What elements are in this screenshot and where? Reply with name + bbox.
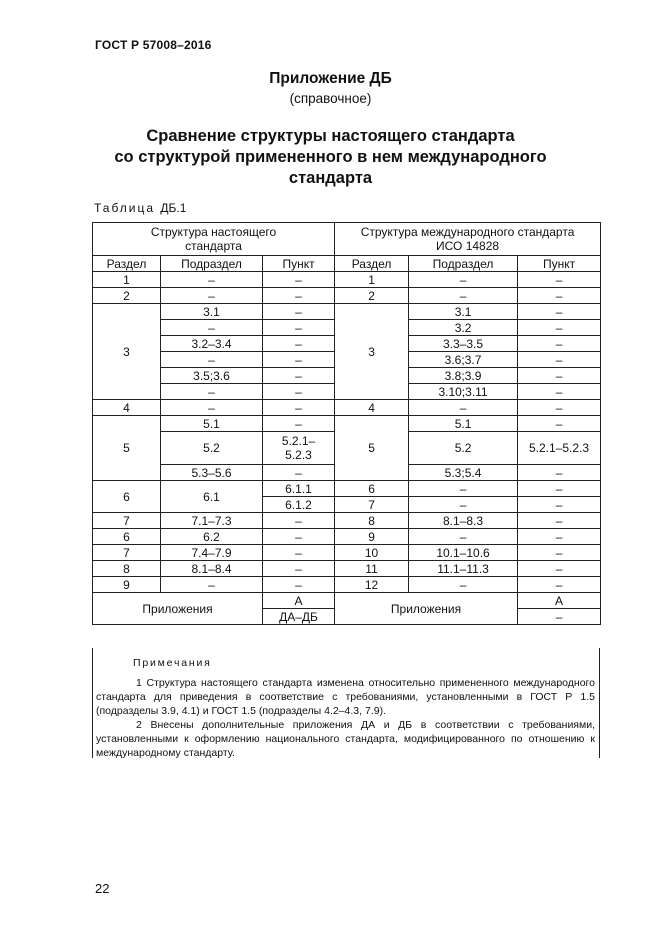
table-cell: А	[263, 593, 335, 609]
table-cell: –	[263, 320, 335, 336]
appendices-label-left: Приложения	[93, 593, 263, 625]
table-cell: –	[161, 352, 263, 368]
table-cell: 4	[93, 400, 161, 416]
table-cell: –	[518, 545, 601, 561]
note-1: 1 Структура настоящего стандарта изменена относительно примененного международного стандарта для приведения в соответствие с требованиями, установленными в ГОСТ Р 1.5 (подразделы 3.9, 4.1) и ГОСТ 1.5 (подразделы 4.2–4.3, 7.9).	[96, 677, 595, 717]
table-cell: –	[518, 336, 601, 352]
table-row	[93, 481, 601, 497]
table-cell: 8.1–8.3	[409, 513, 518, 529]
table-group-header-row	[93, 223, 601, 256]
table-cell: 8	[93, 561, 161, 577]
table-cell: –	[518, 384, 601, 400]
table-cell: 10	[335, 545, 409, 561]
table-cell: –	[409, 529, 518, 545]
table-cell: –	[263, 416, 335, 432]
table-cell: ДА–ДБ	[263, 609, 335, 625]
column-header: Пункт	[263, 256, 335, 272]
table-cell: –	[161, 577, 263, 593]
table-cell: 3	[335, 304, 409, 400]
table-cell: –	[518, 352, 601, 368]
table-cell: 2	[335, 288, 409, 304]
table-cell: 5	[335, 416, 409, 481]
table-cell: 12	[335, 577, 409, 593]
table-cell: –	[409, 497, 518, 513]
column-header: Пункт	[518, 256, 601, 272]
main-title	[0, 126, 661, 189]
table-cell: 5.1	[161, 416, 263, 432]
table-cell: 4	[335, 400, 409, 416]
table-cell: –	[518, 609, 601, 625]
table-cell: –	[263, 368, 335, 384]
table-cell: –	[518, 416, 601, 432]
table-cell: 1	[335, 272, 409, 288]
main-title-line: стандарта	[288, 169, 373, 187]
table-cell: –	[409, 288, 518, 304]
group-header-line: Структура международного стандарта	[360, 225, 575, 239]
table-cell: 3.10;3.11	[409, 384, 518, 400]
table-cell: –	[161, 384, 263, 400]
table-cell: –	[518, 368, 601, 384]
table-cell: –	[518, 288, 601, 304]
table-cell: –	[518, 304, 601, 320]
table-row	[93, 272, 601, 288]
main-title-line: Сравнение структуры настоящего стандарта	[146, 127, 515, 145]
table-cell: 3.8;3.9	[409, 368, 518, 384]
table-cell: 3.6;3.7	[409, 352, 518, 368]
table-cell: 9	[335, 529, 409, 545]
table-cell: 8.1–8.4	[161, 561, 263, 577]
table-cell: 9	[93, 577, 161, 593]
table-cell: –	[263, 465, 335, 481]
table-cell: –	[263, 529, 335, 545]
table-cell: –	[263, 272, 335, 288]
table-cell: –	[263, 545, 335, 561]
table-cell: 5.1	[409, 416, 518, 432]
table-cell: –	[518, 497, 601, 513]
group-header-national	[93, 223, 335, 256]
table-cell: 6.2	[161, 529, 263, 545]
table-cell: –	[263, 561, 335, 577]
table-row-appendices	[93, 593, 601, 609]
table-cell: –	[518, 561, 601, 577]
table-cell: 1	[93, 272, 161, 288]
appendix-title: Приложение ДБ	[269, 70, 392, 87]
table-cell: –	[518, 529, 601, 545]
table-cell: –	[263, 288, 335, 304]
table-cell: 11.1–11.3	[409, 561, 518, 577]
table-cell: 10.1–10.6	[409, 545, 518, 561]
table-cell: 5	[93, 416, 161, 481]
note-2: 2 Внесены дополнительные приложения ДА и ДБ в соответствии с требованиями, установленными к оформлению национального стандарта, модифицированного по отношению к международному стандарту.	[96, 719, 595, 759]
table-cell: –	[518, 513, 601, 529]
table-cell: –	[409, 481, 518, 497]
table-cell: А	[518, 593, 601, 609]
table-cell: 3.5;3.6	[161, 368, 263, 384]
table-cell: –	[518, 272, 601, 288]
table-column-header-row	[93, 256, 601, 272]
table-cell: –	[518, 465, 601, 481]
table-cell: 3	[93, 304, 161, 400]
table-cell-line: 5.2.3	[285, 448, 312, 462]
group-header-international	[335, 223, 601, 256]
table-cell: 5.2	[161, 432, 263, 465]
group-header-line: Структура настоящего	[150, 225, 277, 239]
table-cell: 7.4–7.9	[161, 545, 263, 561]
document-header: ГОСТ Р 57008–2016	[95, 38, 212, 52]
table-cell: –	[409, 400, 518, 416]
table-cell: 5.3;5.4	[409, 465, 518, 481]
table-cell: –	[263, 384, 335, 400]
table-caption-number: ДБ.1	[160, 201, 187, 215]
table-cell: –	[263, 577, 335, 593]
table-row	[93, 416, 601, 432]
table-row	[93, 513, 601, 529]
table-cell: –	[518, 481, 601, 497]
table-cell: 6	[335, 481, 409, 497]
table-row	[93, 561, 601, 577]
table-caption-word: Таблица	[94, 201, 156, 215]
column-header: Раздел	[93, 256, 161, 272]
group-header-line: ИСО 14828	[436, 239, 500, 253]
table-cell: 2	[93, 288, 161, 304]
table-cell: 6	[93, 481, 161, 513]
table-cell: 11	[335, 561, 409, 577]
comparison-table	[92, 222, 601, 625]
table-row	[93, 577, 601, 593]
table-cell: –	[263, 400, 335, 416]
table-cell: 7	[335, 497, 409, 513]
table-notes	[92, 648, 600, 758]
table-cell: –	[161, 320, 263, 336]
table-cell: 8	[335, 513, 409, 529]
table-row	[93, 529, 601, 545]
table-cell-line: 5.2.1–	[281, 434, 316, 448]
table-row	[93, 545, 601, 561]
page-number: 22	[95, 881, 110, 896]
table-cell: –	[161, 288, 263, 304]
table-cell: 6.1.2	[263, 497, 335, 513]
table-cell: –	[518, 320, 601, 336]
table-cell: 6.1.1	[263, 481, 335, 497]
table-cell: –	[518, 577, 601, 593]
table-cell: –	[263, 513, 335, 529]
table-cell: 6.1	[161, 481, 263, 513]
appendix-subtitle: (справочное)	[289, 91, 372, 106]
table-row	[93, 400, 601, 416]
table-row	[93, 304, 601, 320]
table-cell: –	[263, 352, 335, 368]
table-cell: 3.2	[409, 320, 518, 336]
table-cell: 7.1–7.3	[161, 513, 263, 529]
table-cell: 3.2–3.4	[161, 336, 263, 352]
table-cell: –	[161, 272, 263, 288]
appendices-label-right: Приложения	[335, 593, 518, 625]
table-cell: 3.1	[161, 304, 263, 320]
table-cell: –	[409, 272, 518, 288]
table-caption	[94, 201, 186, 215]
table-row	[93, 288, 601, 304]
column-header: Подраздел	[161, 256, 263, 272]
table-cell: 3.3–3.5	[409, 336, 518, 352]
table-cell: –	[263, 304, 335, 320]
table-cell: –	[518, 400, 601, 416]
notes-title: Примечания	[133, 657, 212, 669]
table-cell: 5.2	[409, 432, 518, 465]
column-header: Подраздел	[409, 256, 518, 272]
table-cell: –	[409, 577, 518, 593]
table-cell: 3.1	[409, 304, 518, 320]
table-cell: –	[161, 400, 263, 416]
group-header-line: стандарта	[185, 239, 242, 253]
table-cell	[263, 432, 335, 465]
table-cell: 7	[93, 513, 161, 529]
table-cell: 5.2.1–5.2.3	[518, 432, 601, 465]
table-cell: 6	[93, 529, 161, 545]
column-header: Раздел	[335, 256, 409, 272]
table-cell: 5.3–5.6	[161, 465, 263, 481]
table-cell: –	[263, 336, 335, 352]
main-title-line: со структурой примененного в нем международного	[114, 148, 547, 166]
table-cell: 7	[93, 545, 161, 561]
